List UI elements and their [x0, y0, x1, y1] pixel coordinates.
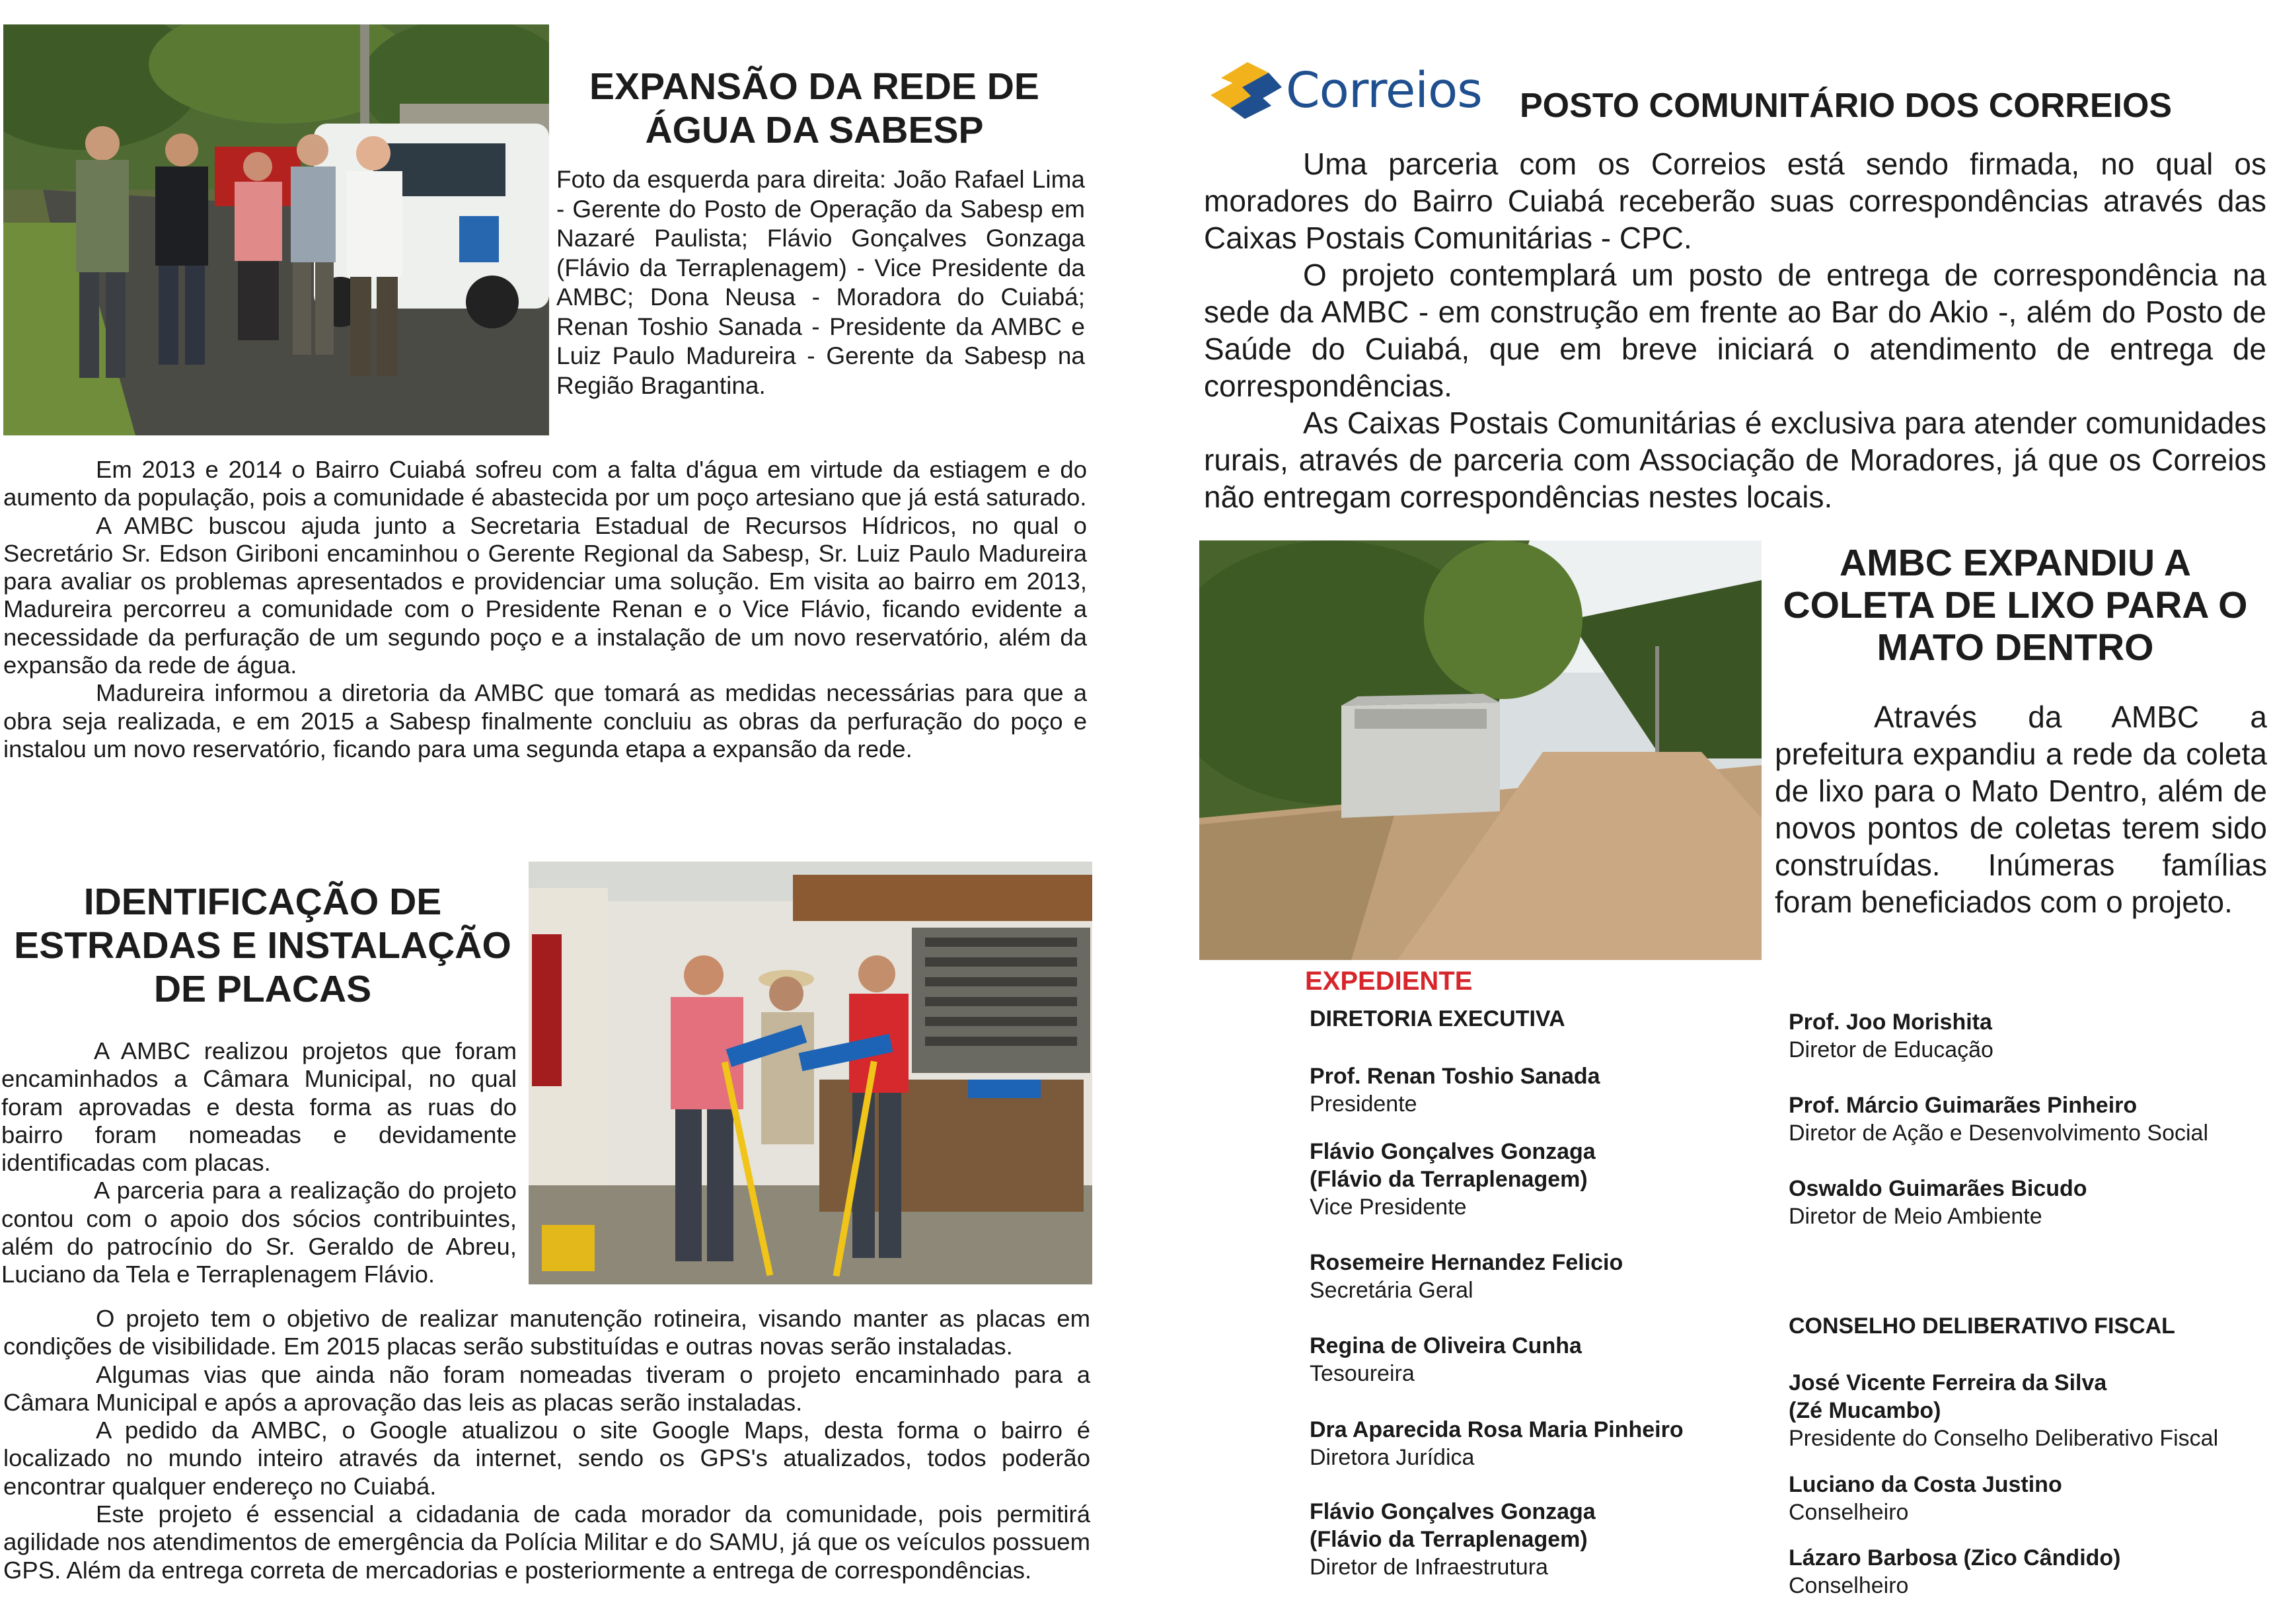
placas-side-paragraph: A parceria para a realização do projeto contou com o apoio dos sócios contribuintes, além do patrocínio do Sr. Geraldo de Abreu, Luciano da Tela e Terraplenagem Flávio. — [1, 1177, 517, 1288]
expediente-member — [1789, 1008, 1993, 1064]
expediente-member — [1789, 1369, 2218, 1452]
expediente-member — [1789, 1471, 2062, 1526]
placas-side-paragraph: A AMBC realizou projetos que foram encaminhados a Câmara Municipal, no qual foram aprovadas e desta forma as ruas do bairro foram nomeadas e devidamente identificadas com placas. — [1, 1037, 517, 1177]
member-name: Dra Aparecida Rosa Maria Pinheiro — [1310, 1417, 1684, 1442]
conselho-label: CONSELHO DELIBERATIVO FISCAL — [1789, 1313, 2175, 1339]
member-role: Conselheiro — [1789, 1500, 1909, 1525]
correios-logo — [1208, 58, 1485, 124]
lixo-title-line1: AMBC EXPANDIU A — [1839, 542, 2191, 584]
expediente-member — [1789, 1544, 2121, 1600]
member-role: Diretor de Meio Ambiente — [1789, 1204, 2042, 1229]
sabesp-photo — [3, 24, 549, 435]
member-name: Lázaro Barbosa (Zico Cândido) — [1789, 1545, 2121, 1570]
lixo-body — [1775, 698, 2267, 920]
sabesp-body — [3, 456, 1087, 763]
member-name: Flávio Gonçalves Gonzaga — [1310, 1499, 1596, 1524]
placas-paragraph: Algumas vias que ainda não foram nomeadas tiveram o projeto encaminhado para a Câmara Municipal e após a aprovação das leis as placas serão instaladas. — [3, 1360, 1090, 1416]
placas-paragraph: Este projeto é essencial a cidadania de cada morador da comunidade, pois permitirá agilidade nos atendimentos de emergência da Polícia Militar e do SAMU, já que os veículos possuem GPS. Além da entrega correta de mercadorias e posteriormente a entrega de correspondências. — [3, 1500, 1090, 1584]
expediente-member — [1310, 1498, 1596, 1581]
sabesp-title — [555, 65, 1074, 152]
member-role: Presidente do Conselho Deliberativo Fiscal — [1789, 1426, 2219, 1451]
correios-paragraph: Uma parceria com os Correios está sendo firmada, no qual os moradores do Bairro Cuiabá receberão suas correspondências através das Caixas Postais Comunitárias - CPC. — [1204, 147, 2266, 255]
member-name: Prof. Joo Morishita — [1789, 1010, 1992, 1035]
expediente-member — [1789, 1091, 2208, 1147]
placas-side-text — [1, 1037, 517, 1289]
expediente-member — [1310, 1062, 1600, 1118]
lixo-photo — [1199, 540, 1762, 960]
lixo-paragraph: Através da AMBC a prefeitura expandiu a rede da coleta de lixo para o Mato Dentro, além de novos pontos de coletas terem sido construídas. Inúmeras famílias foram beneficiados com o projeto. — [1775, 700, 2267, 919]
member-role: Secretária Geral — [1310, 1278, 1473, 1303]
expediente-member — [1789, 1175, 2087, 1230]
sabesp-title-line1: EXPANSÃO DA REDE DE — [589, 65, 1039, 108]
sabesp-paragraph: Madureira informou a diretoria da AMBC que tomará as medidas necessárias para que a obra seja realizada, e em 2015 a Sabesp finalmente concluiu as obras da perfuração do poço e instalou um novo reservatório, ficando para uma segunda etapa a expansão da rede. — [3, 679, 1087, 762]
member-role: Tesoureira — [1310, 1361, 1415, 1386]
correios-paragraph: As Caixas Postais Comunitárias é exclusiva para atender comunidades rurais, através de parceria com Associação de Moradores, já que os Correios não entregam correspondências nestes locais. — [1204, 406, 2266, 514]
placas-title-line3: DE PLACAS — [153, 968, 372, 1010]
member-role: Presidente — [1310, 1091, 1417, 1117]
member-role: Vice Presidente — [1310, 1195, 1467, 1220]
member-role: Diretor de Infraestrutura — [1310, 1555, 1548, 1580]
lixo-title — [1771, 542, 2260, 669]
placas-title — [0, 880, 525, 1011]
correios-body — [1204, 145, 2266, 515]
placas-photo — [529, 862, 1092, 1284]
member-role: Diretora Jurídica — [1310, 1445, 1475, 1470]
correios-paragraph: O projeto contemplará um posto de entrega de correspondência na sede da AMBC - em construção em frente ao Bar do Akio -, além do Posto de Saúde do Cuiabá, que em breve iniciará o atendimento de entrega de correspondências. — [1204, 258, 2266, 403]
expediente-member — [1310, 1249, 1623, 1304]
member-name-extra: (Flávio da Terraplenagem) — [1310, 1167, 1588, 1192]
expediente-member — [1310, 1138, 1596, 1221]
placas-title-line1: IDENTIFICAÇÃO DE — [83, 881, 442, 923]
member-role: Diretor de Educação — [1789, 1037, 1993, 1062]
sabesp-paragraph: A AMBC buscou ajuda junto a Secretaria Estadual de Recursos Hídricos, no qual o Secretário Sr. Edson Giriboni encaminhou o Gerente Regional da Sabesp, Sr. Luiz Paulo Madureira para avaliar os problemas apresentados e providenciar uma solução. Em visita ao bairro em 2013, Madureira percorreu a comunidade com o Presidente Renan e o Vice Flávio, ficando evidente a necessidade da perfuração de um segundo poço e a instalação de um novo reservatório, além da expansão da rede de água. — [3, 511, 1087, 679]
placas-body — [3, 1305, 1090, 1584]
member-name: Luciano da Costa Justino — [1789, 1472, 2062, 1497]
sabesp-photo-caption: Foto da esquerda para direita: João Rafael Lima - Gerente do Posto de Operação da Sabesp em Nazaré Paulista; Flávio Gonçalves Gonzaga (Flávio da Terraplenagem) - Vice Presidente da AMBC; Dona Neusa - Moradora do Cuiabá; Renan Toshio Sanada - Presidente da AMBC e Luiz Paulo Madureira - Gerente da Sabesp na Região Bragantina. — [556, 166, 1085, 399]
sabesp-paragraph: Em 2013 e 2014 o Bairro Cuiabá sofreu com a falta d'água em virtude da estiagem e do aumento da população, pois a comunidade é abastecida por um poço artesiano que já está saturado. — [3, 456, 1087, 511]
lixo-title-line2: COLETA DE LIXO PARA O — [1783, 584, 2248, 626]
diretoria-label: DIRETORIA EXECUTIVA — [1310, 1006, 1565, 1031]
member-name: Prof. Renan Toshio Sanada — [1310, 1064, 1600, 1089]
correios-title: POSTO COMUNITÁRIO DOS CORREIOS — [1520, 87, 2173, 125]
member-name: Regina de Oliveira Cunha — [1310, 1333, 1582, 1358]
member-role: Diretor de Ação e Desenvolvimento Social — [1789, 1121, 2208, 1146]
placas-title-line2: ESTRADAS E INSTALAÇÃO — [14, 924, 511, 967]
member-name-extra: (Zé Mucambo) — [1789, 1398, 1941, 1423]
member-name: Rosemeire Hernandez Felicio — [1310, 1250, 1623, 1275]
member-name: Oswaldo Guimarães Bicudo — [1789, 1176, 2087, 1201]
expediente-member — [1310, 1332, 1582, 1387]
expediente-member — [1310, 1416, 1684, 1471]
sabesp-title-line2: ÁGUA DA SABESP — [645, 109, 984, 151]
member-name-extra: (Flávio da Terraplenagem) — [1310, 1527, 1588, 1552]
member-name: Flávio Gonçalves Gonzaga — [1310, 1139, 1596, 1164]
placas-paragraph: O projeto tem o objetivo de realizar manutenção rotineira, visando manter as placas em condições de visibilidade. Em 2015 placas serão substituídas e outras novas serão instaladas. — [3, 1305, 1090, 1360]
member-name: José Vicente Ferreira da Silva — [1789, 1370, 2107, 1395]
placas-paragraph: A pedido da AMBC, o Google atualizou o site Google Maps, desta forma o bairro é localizado no mundo inteiro através da internet, sendo os GPS's atualizados, todos poderão encontrar qualquer endereço no Cuiabá. — [3, 1417, 1090, 1500]
expediente-heading: EXPEDIENTE — [1305, 967, 1473, 996]
member-role: Conselheiro — [1789, 1573, 1909, 1598]
correios-logo-text: Correios — [1286, 62, 1482, 119]
member-name: Prof. Márcio Guimarães Pinheiro — [1789, 1093, 2138, 1118]
lixo-title-line3: MATO DENTRO — [1877, 626, 2154, 669]
